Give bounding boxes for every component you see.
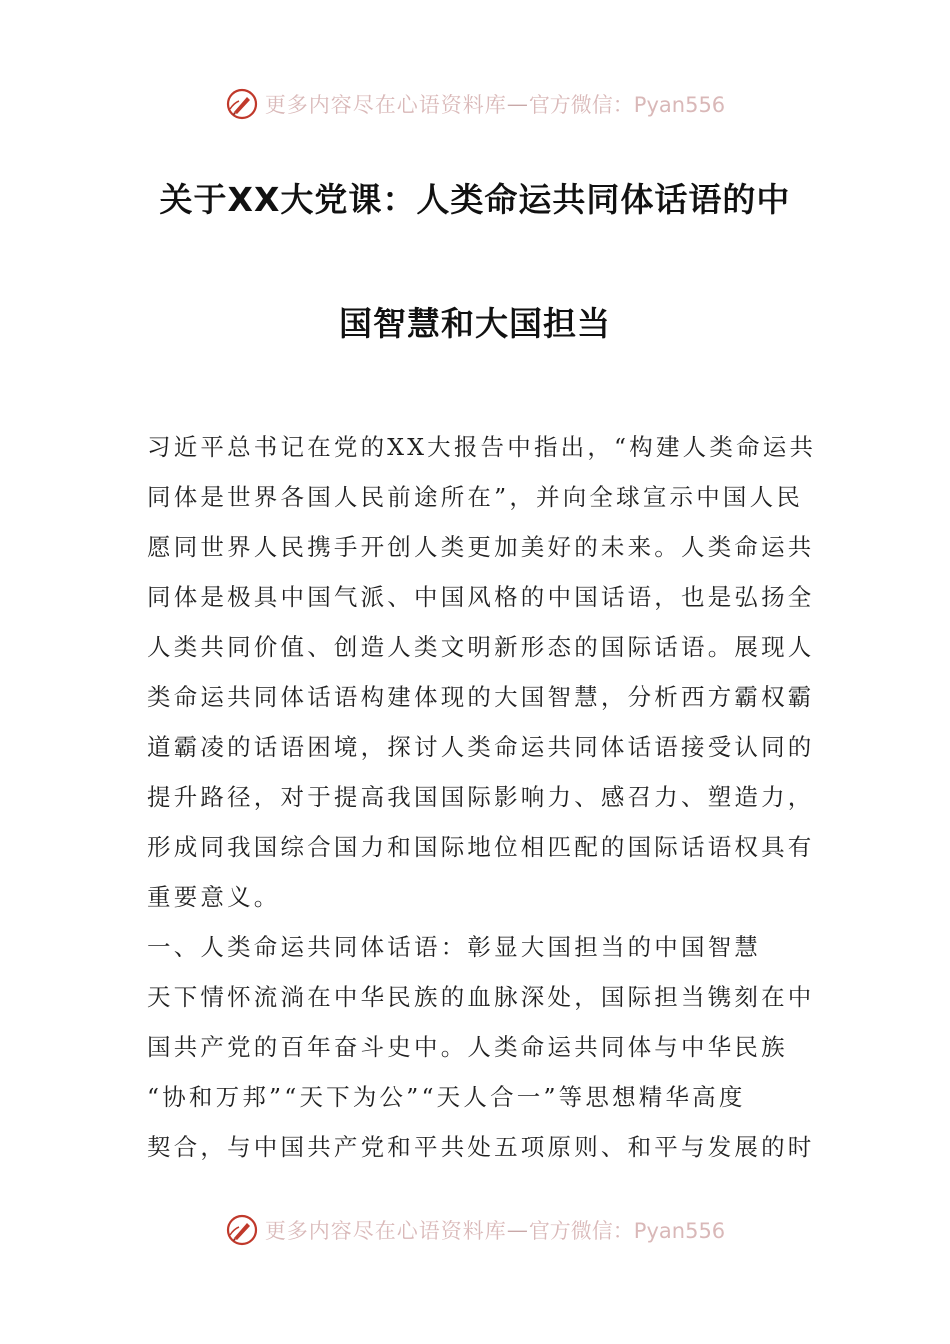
footer-watermark [0,1208,950,1252]
body-line: 道霸凌的话语困境，探讨人类命运共同体话语接受认同的 [147,733,815,761]
watermark-separator: — [506,1218,529,1242]
watermark-contact: 官方微信：Pyan556 [528,1219,726,1243]
header-watermark [0,82,950,126]
watermark-text: 更多内容尽在心语资料库 [264,1219,507,1243]
pen-logo-icon [225,87,259,121]
body-line: 契合，与中国共产党和平共处五项原则、和平与发展的时 [147,1133,815,1161]
body-line: 同体是世界各国人民前途所在”，并向全球宣示中国人民 [147,483,804,511]
body-line: 人类共同价值、创造人类文明新形态的国际话语。展现人 [147,633,815,661]
section-heading: 一、人类命运共同体话语：彰显大国担当的中国智慧 [147,933,762,961]
document-title-line-1: 关于XX大党课：人类命运共同体话语的中 [159,180,791,219]
body-line: 同体是极具中国气派、中国风格的中国话语，也是弘扬全 [147,583,815,611]
body-line: 提升路径，对于提高我国国际影响力、感召力、塑造力， [147,783,815,811]
body-line: 愿同世界人民携手开创人类更加美好的未来。人类命运共 [147,533,815,561]
body-line: 天下情怀流淌在中华民族的血脉深处，国际担当镌刻在中 [147,983,815,1011]
document-body [147,428,817,1178]
watermark-separator: — [506,92,529,116]
body-line: 习近平总书记在党的XX大报告中指出，“构建人类命运共 [147,433,817,461]
body-line: 形成同我国综合国力和国际地位相匹配的国际话语权具有 [147,833,815,861]
body-line: 类命运共同体话语构建体现的大国智慧，分析西方霸权霸 [147,683,815,711]
body-line: 重要意义。 [147,883,281,911]
document-title-line-2: 国智慧和大国担当 [339,304,611,343]
body-line: 国共产党的百年奋斗史中。人类命运共同体与中华民族 [147,1033,788,1061]
body-line: “协和万邦”“天下为公”“天人合一”等思想精华高度 [147,1083,746,1111]
pen-logo-icon [225,1213,259,1247]
watermark-text: 更多内容尽在心语资料库 [264,93,507,117]
watermark-contact: 官方微信：Pyan556 [528,93,726,117]
